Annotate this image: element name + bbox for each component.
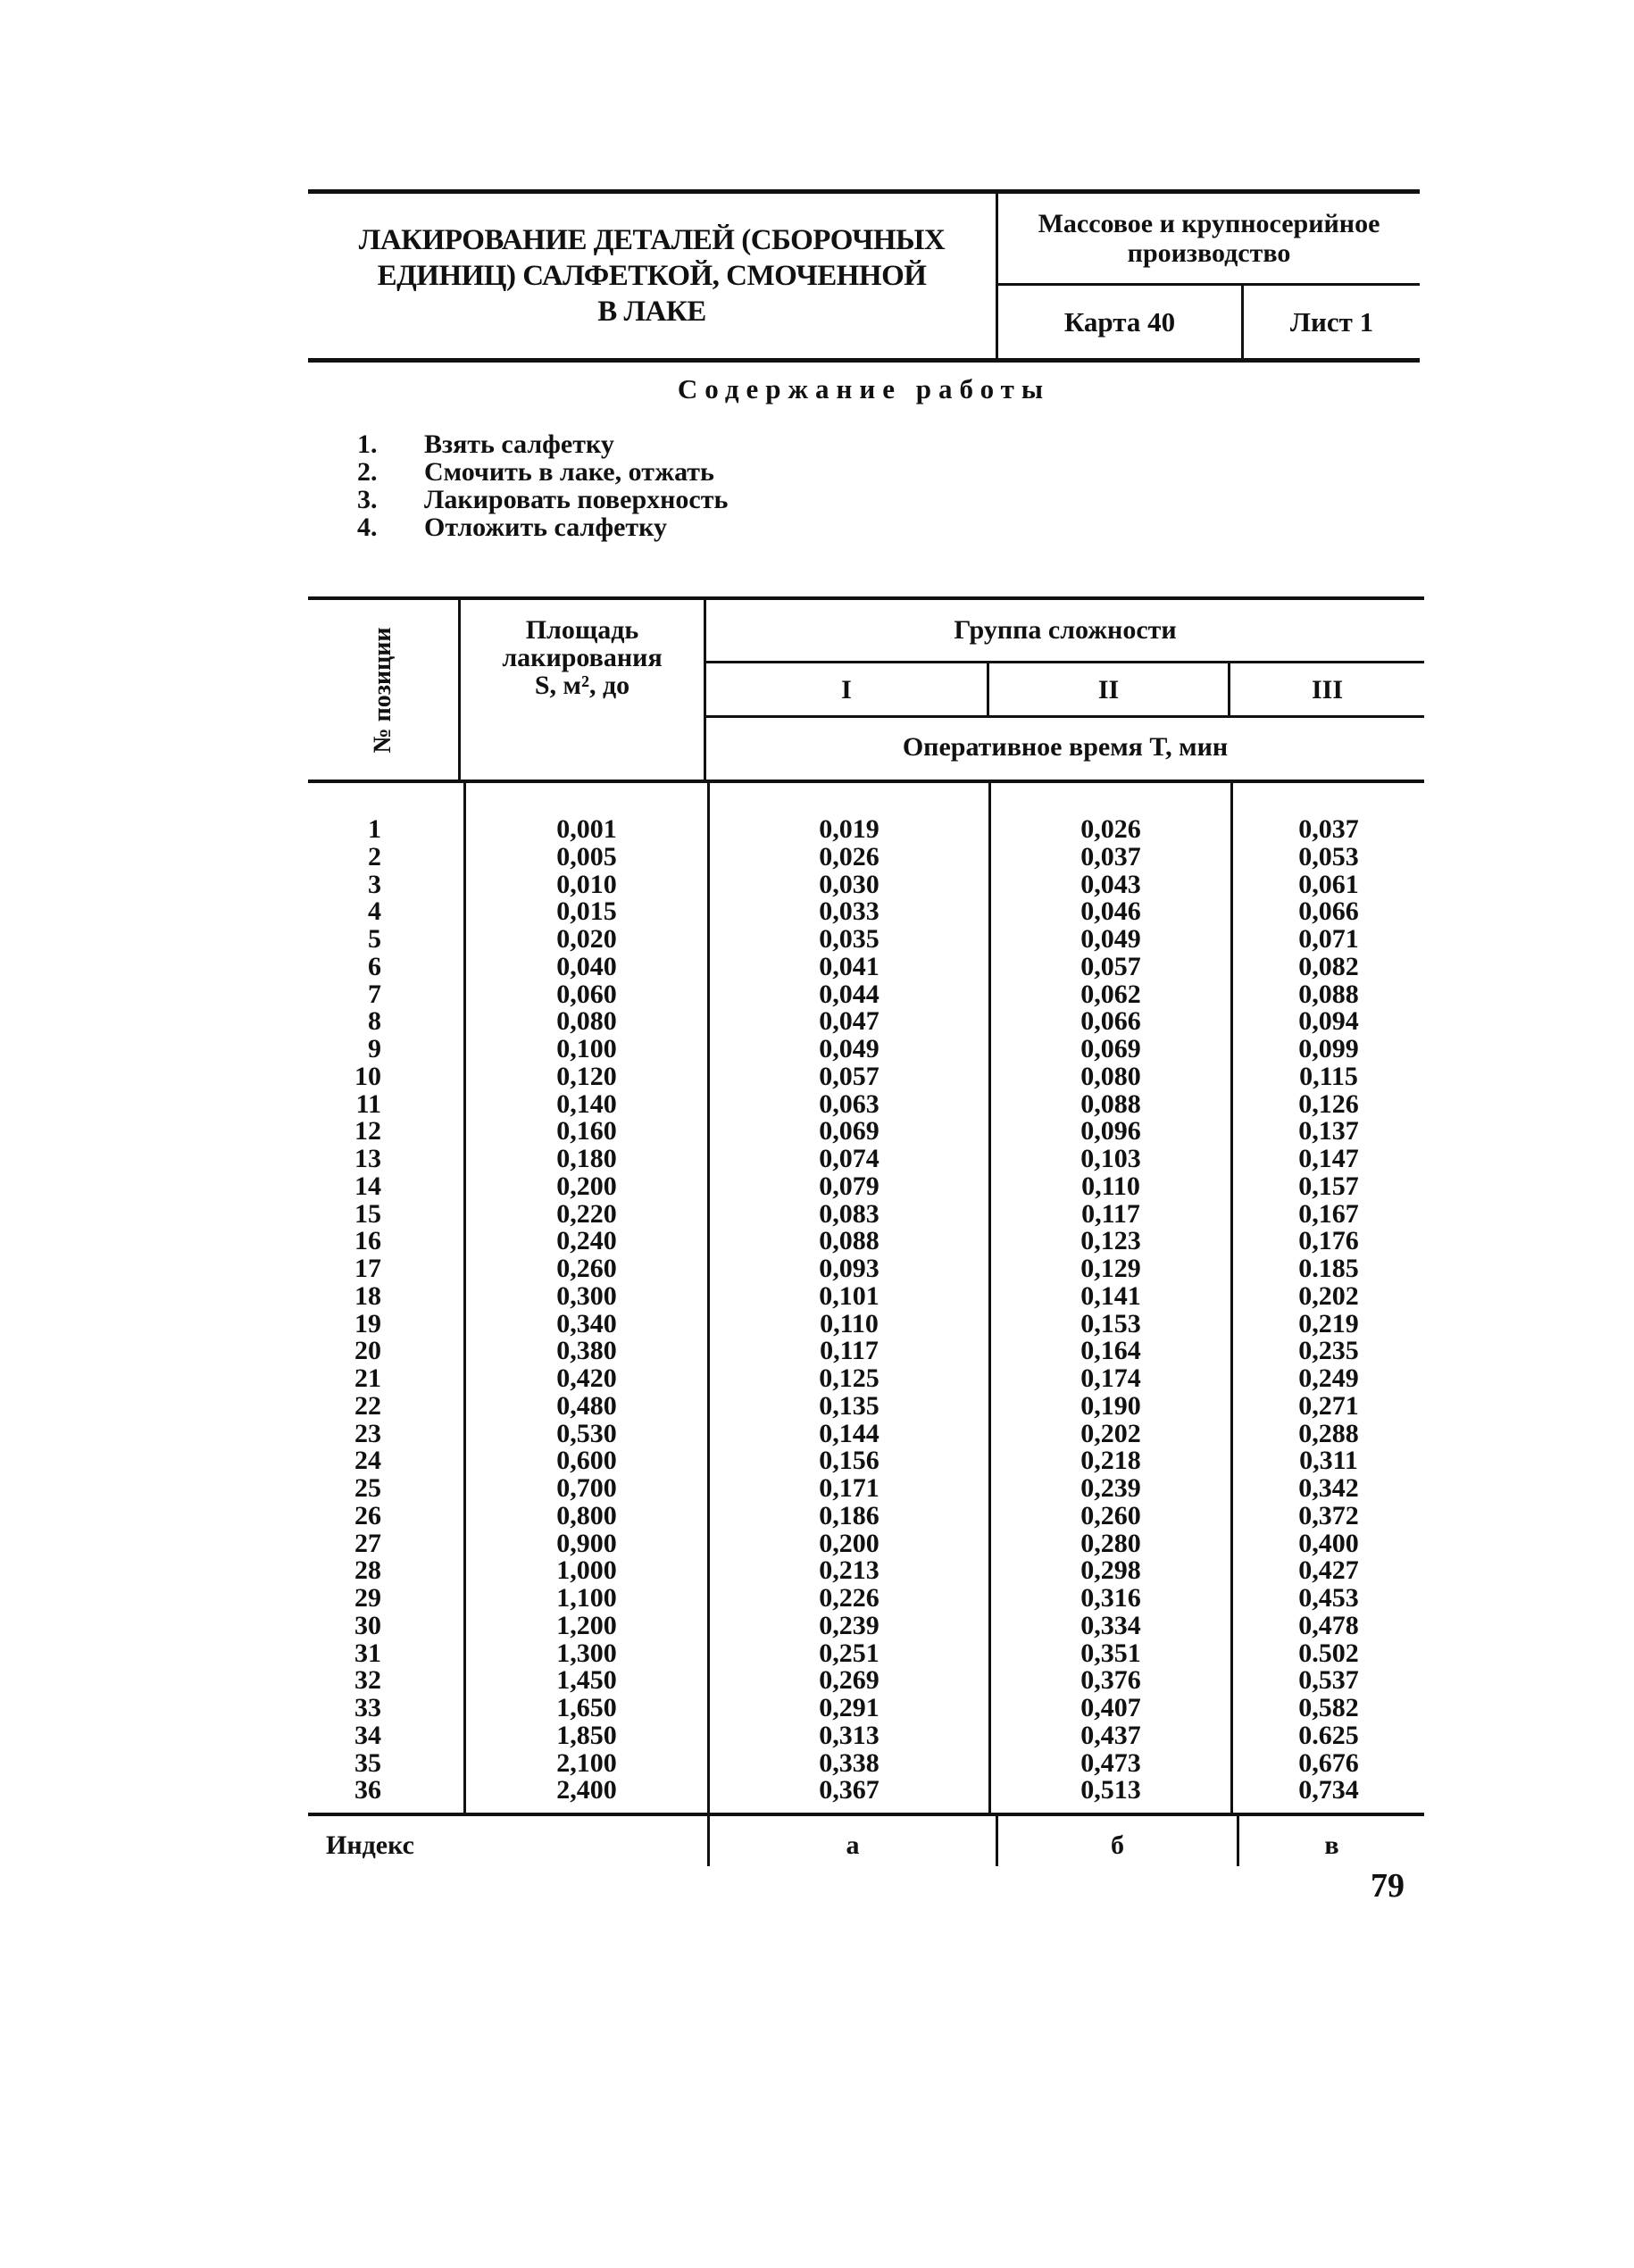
time-cell: 0,200 xyxy=(819,1528,880,1558)
time-cell: 0,219 xyxy=(1298,1308,1359,1338)
time-cell: 0,117 xyxy=(820,1336,879,1366)
area-cell: 0,530 xyxy=(556,1418,617,1448)
time-cell: 0,582 xyxy=(1298,1693,1359,1722)
area-cell: 1,200 xyxy=(556,1610,617,1640)
time-cell: 0,137 xyxy=(1298,1116,1359,1147)
time-cell: 0,186 xyxy=(819,1500,880,1530)
position-column xyxy=(308,816,381,1805)
time-cell: 0,062 xyxy=(1080,979,1141,1009)
time-cell: 0,044 xyxy=(819,979,880,1009)
time-cell: 0,074 xyxy=(819,1144,880,1173)
time-cell: 0,171 xyxy=(819,1473,880,1503)
position-cell: 15 xyxy=(354,1198,381,1229)
title-line: ЕДИНИЦ) САЛФЕТКОЙ, СМОЧЕННОЙ xyxy=(377,260,927,292)
area-cell: 2,100 xyxy=(556,1747,617,1778)
header-bottom-rule xyxy=(308,780,1424,783)
time-cell: 0,079 xyxy=(819,1171,880,1201)
time-cell: 0,478 xyxy=(1298,1610,1359,1640)
position-cell: 5 xyxy=(368,924,381,954)
time-cell: 0,202 xyxy=(1080,1418,1141,1448)
document-title xyxy=(308,194,996,358)
time-cell: 0,176 xyxy=(1298,1226,1359,1256)
area-cell: 0,800 xyxy=(556,1500,617,1530)
time-cell: 0,338 xyxy=(819,1747,880,1778)
position-cell: 11 xyxy=(355,1088,381,1119)
time-cell: 0,147 xyxy=(1298,1144,1359,1173)
group-i-header: I xyxy=(841,675,852,705)
time-cell: 0,057 xyxy=(1080,951,1141,981)
time-cell: 0,019 xyxy=(819,814,880,844)
step-text: Лакировать поверхность xyxy=(424,485,729,514)
area-cell: 0,340 xyxy=(556,1308,617,1338)
time-cell: 0,334 xyxy=(1080,1610,1141,1640)
time-cell: 0,239 xyxy=(819,1610,880,1640)
position-cell: 35 xyxy=(354,1747,381,1778)
area-cell: 1,650 xyxy=(556,1693,617,1722)
area-cell: 0,900 xyxy=(556,1528,617,1558)
time-cell: 0,063 xyxy=(819,1088,880,1119)
work-content-title: Содержание работы xyxy=(677,373,1051,404)
card-header xyxy=(308,189,1420,363)
position-cell: 2 xyxy=(368,841,381,871)
position-cell: 19 xyxy=(354,1308,381,1338)
time-header: Оперативное время T, мин xyxy=(902,732,1229,762)
time-cell: 0,271 xyxy=(1298,1390,1359,1421)
time-cell: 0,049 xyxy=(819,1034,880,1063)
area-cell: 0,600 xyxy=(556,1446,617,1476)
position-cell: 24 xyxy=(354,1446,381,1476)
group-header: Группа сложности xyxy=(954,615,1177,645)
step-number: 1. xyxy=(357,429,378,459)
position-cell: 23 xyxy=(354,1418,381,1448)
group-iii-header: III xyxy=(1311,675,1344,705)
title-line: В ЛАКЕ xyxy=(597,296,706,328)
position-cell: 28 xyxy=(354,1555,381,1586)
step-number: 4. xyxy=(357,513,378,542)
production-type xyxy=(998,194,1420,283)
position-cell: 16 xyxy=(354,1226,381,1256)
area-cell: 0,180 xyxy=(556,1144,617,1173)
position-cell: 13 xyxy=(354,1144,381,1173)
time-norm-table xyxy=(308,596,1424,1882)
area-cell: 0,480 xyxy=(556,1390,617,1421)
time-cell: 0,226 xyxy=(819,1583,880,1613)
time-cell: 0,066 xyxy=(1080,1006,1141,1037)
time-cell: 0,316 xyxy=(1080,1583,1141,1613)
time-cell: 0,513 xyxy=(1080,1775,1141,1805)
time-cell: 0,313 xyxy=(819,1720,880,1750)
time-cell: 0,260 xyxy=(1080,1500,1141,1530)
area-cell: 1,450 xyxy=(556,1665,617,1696)
position-cell: 1 xyxy=(368,814,381,844)
time-cell: 0,164 xyxy=(1080,1336,1141,1366)
time-cell: 0,117 xyxy=(1081,1198,1140,1229)
step-text: Смочить в лаке, отжать xyxy=(424,457,714,487)
step-text: Взять салфетку xyxy=(424,429,614,459)
time-cell: 0,174 xyxy=(1080,1363,1141,1393)
time-cell: 0,123 xyxy=(1080,1226,1141,1256)
time-cell: 0,453 xyxy=(1298,1583,1359,1613)
time-cell: 0,427 xyxy=(1298,1555,1359,1586)
time-cell: 0,088 xyxy=(1080,1088,1141,1119)
time-cell: 0,135 xyxy=(819,1390,880,1421)
position-cell: 8 xyxy=(368,1006,381,1037)
time-cell: 0,083 xyxy=(819,1198,880,1229)
area-cell: 0,700 xyxy=(556,1473,617,1503)
time-cell: 0,026 xyxy=(819,841,880,871)
time-cell: 0,082 xyxy=(1298,951,1359,981)
time-cell: 0,026 xyxy=(1080,814,1141,844)
position-cell: 34 xyxy=(354,1720,381,1750)
index-label: Индекс xyxy=(326,1830,414,1860)
time-cell: 0,144 xyxy=(819,1418,880,1448)
area-cell: 0,100 xyxy=(556,1034,617,1063)
time-cell: 0,049 xyxy=(1080,924,1141,954)
area-cell: 0,240 xyxy=(556,1226,617,1256)
time-cell: 0,033 xyxy=(819,896,880,927)
position-cell: 27 xyxy=(354,1528,381,1558)
position-cell: 29 xyxy=(354,1583,381,1613)
time-cell: 0,103 xyxy=(1080,1144,1141,1173)
area-cell: 0,010 xyxy=(556,869,617,899)
time-cell: 0,156 xyxy=(819,1446,880,1476)
time-cell: 0,080 xyxy=(1080,1061,1141,1091)
time-cell: 0,053 xyxy=(1298,841,1359,871)
area-cell: 0,220 xyxy=(556,1198,617,1229)
time-cell: 0,101 xyxy=(819,1280,880,1311)
time-cell: 0.502 xyxy=(1298,1638,1359,1668)
area-cell: 0,120 xyxy=(556,1061,617,1091)
position-cell: 36 xyxy=(354,1775,381,1805)
time-cell: 0,311 xyxy=(1299,1446,1358,1476)
position-cell: 22 xyxy=(354,1390,381,1421)
work-step xyxy=(357,486,728,513)
area-cell: 0,260 xyxy=(556,1254,617,1283)
time-cell: 0,157 xyxy=(1298,1171,1359,1201)
time-cell: 0,213 xyxy=(819,1555,880,1586)
area-cell: 0,080 xyxy=(556,1006,617,1037)
time-cell: 0,096 xyxy=(1080,1116,1141,1147)
area-cell: 0,380 xyxy=(556,1336,617,1366)
time-cell: 0,202 xyxy=(1298,1280,1359,1311)
position-cell: 10 xyxy=(354,1061,381,1091)
area-cell: 0,420 xyxy=(556,1363,617,1393)
time-cell: 0,046 xyxy=(1080,896,1141,927)
position-cell: 18 xyxy=(354,1280,381,1311)
time-cell: 0,061 xyxy=(1298,869,1359,899)
time-cell: 0,235 xyxy=(1298,1336,1359,1366)
time-cell: 0,153 xyxy=(1080,1308,1141,1338)
time-cell: 0.185 xyxy=(1298,1254,1359,1283)
time-cell: 0,030 xyxy=(819,869,880,899)
work-step xyxy=(357,458,728,486)
time-cell: 0,376 xyxy=(1080,1665,1141,1696)
area-header-line: Площадь xyxy=(525,615,639,645)
time-cell: 0,141 xyxy=(1080,1280,1141,1311)
group-ii-column xyxy=(991,816,1230,1805)
sheet-number: Лист 1 xyxy=(1289,305,1374,338)
production-line: производство xyxy=(1127,238,1291,268)
time-cell: 0,094 xyxy=(1298,1006,1359,1037)
time-cell: 0,110 xyxy=(1081,1171,1140,1201)
time-cell: 0,218 xyxy=(1080,1446,1141,1476)
card-number: Карта 40 xyxy=(1063,305,1176,338)
position-cell: 31 xyxy=(354,1638,381,1668)
time-cell: 0,734 xyxy=(1298,1775,1359,1805)
area-cell: 0,300 xyxy=(556,1280,617,1311)
time-cell: 0,167 xyxy=(1298,1198,1359,1229)
position-cell: 20 xyxy=(354,1336,381,1366)
position-cell: 9 xyxy=(368,1034,381,1063)
time-cell: 0,088 xyxy=(1298,979,1359,1009)
time-cell: 0,351 xyxy=(1080,1638,1141,1668)
position-cell: 7 xyxy=(368,979,381,1009)
group-ii-header: II xyxy=(1097,675,1120,705)
position-cell: 33 xyxy=(354,1693,381,1722)
time-cell: 0,251 xyxy=(819,1638,880,1668)
table-top-rule xyxy=(308,596,1424,600)
position-header-text: № позиции xyxy=(369,627,396,754)
time-cell: 0,066 xyxy=(1298,896,1359,927)
step-text: Отложить салфетку xyxy=(424,513,667,542)
area-cell: 1,850 xyxy=(556,1720,617,1750)
time-cell: 0,110 xyxy=(820,1308,879,1338)
position-cell: 4 xyxy=(368,896,381,927)
time-cell: 0,043 xyxy=(1080,869,1141,899)
time-cell: 0,069 xyxy=(819,1116,880,1147)
time-cell: 0,407 xyxy=(1080,1693,1141,1722)
area-cell: 0,005 xyxy=(556,841,617,871)
area-cell: 0,001 xyxy=(556,814,617,844)
time-cell: 0,280 xyxy=(1080,1528,1141,1558)
time-cell: 0,041 xyxy=(819,951,880,981)
area-cell: 0,020 xyxy=(556,924,617,954)
area-cell: 0,015 xyxy=(556,896,617,927)
area-column xyxy=(466,816,707,1805)
step-number: 2. xyxy=(357,457,378,487)
position-cell: 6 xyxy=(368,951,381,981)
area-cell: 0,200 xyxy=(556,1171,617,1201)
position-cell: 3 xyxy=(368,869,381,899)
index-value: б xyxy=(1111,1830,1124,1860)
time-cell: 0,473 xyxy=(1080,1747,1141,1778)
work-step xyxy=(357,430,728,458)
work-steps-list xyxy=(357,430,728,541)
time-cell: 0,367 xyxy=(819,1775,880,1805)
position-cell: 14 xyxy=(354,1171,381,1201)
time-cell: 0,069 xyxy=(1080,1034,1141,1063)
position-cell: 26 xyxy=(354,1500,381,1530)
data-bottom-rule xyxy=(308,1813,1424,1816)
group-i-column xyxy=(710,816,988,1805)
group-numbers-rule xyxy=(704,715,1424,718)
group-header-rule xyxy=(704,661,1424,663)
time-cell: 0,088 xyxy=(819,1226,880,1256)
time-cell: 0,291 xyxy=(819,1693,880,1722)
time-cell: 0,437 xyxy=(1080,1720,1141,1750)
index-value: а xyxy=(846,1830,860,1860)
time-cell: 0,400 xyxy=(1298,1528,1359,1558)
index-value: в xyxy=(1324,1830,1339,1860)
time-cell: 0,071 xyxy=(1298,924,1359,954)
time-cell: 0,037 xyxy=(1080,841,1141,871)
position-cell: 21 xyxy=(354,1363,381,1393)
time-cell: 0,126 xyxy=(1298,1088,1359,1119)
production-line: Массовое и крупносерийное xyxy=(1038,209,1380,238)
area-header xyxy=(461,616,704,699)
position-cell: 12 xyxy=(354,1116,381,1147)
time-cell: 0,115 xyxy=(1299,1061,1358,1091)
area-cell: 1,300 xyxy=(556,1638,617,1668)
time-cell: 0,125 xyxy=(819,1363,880,1393)
time-cell: 0,047 xyxy=(819,1006,880,1037)
area-header-line: лакирования xyxy=(502,643,663,672)
time-cell: 0,239 xyxy=(1080,1473,1141,1503)
position-cell: 17 xyxy=(354,1254,381,1283)
time-cell: 0,249 xyxy=(1298,1363,1359,1393)
area-cell: 2,400 xyxy=(556,1775,617,1805)
area-cell: 0,160 xyxy=(556,1116,617,1147)
area-cell: 0,040 xyxy=(556,951,617,981)
group-iii-column xyxy=(1233,816,1424,1805)
area-header-line: S, м², до xyxy=(534,671,630,700)
area-cell: 1,000 xyxy=(556,1555,617,1586)
time-cell: 0,035 xyxy=(819,924,880,954)
time-cell: 0,269 xyxy=(819,1665,880,1696)
area-cell: 0,060 xyxy=(556,979,617,1009)
time-cell: 0,190 xyxy=(1080,1390,1141,1421)
time-cell: 0,129 xyxy=(1080,1254,1141,1283)
time-cell: 0,093 xyxy=(819,1254,880,1283)
time-cell: 0,288 xyxy=(1298,1418,1359,1448)
time-cell: 0,537 xyxy=(1298,1665,1359,1696)
work-step xyxy=(357,513,728,541)
title-line: ЛАКИРОВАНИЕ ДЕТАЛЕЙ (СБОРОЧНЫХ xyxy=(358,224,946,256)
area-cell: 1,100 xyxy=(556,1583,617,1613)
position-cell: 32 xyxy=(354,1665,381,1696)
time-cell: 0,298 xyxy=(1080,1555,1141,1586)
time-cell: 0,057 xyxy=(819,1061,880,1091)
time-cell: 0,342 xyxy=(1298,1473,1359,1503)
time-cell: 0,676 xyxy=(1298,1747,1359,1778)
position-cell: 25 xyxy=(354,1473,381,1503)
position-cell: 30 xyxy=(354,1610,381,1640)
time-cell: 0,037 xyxy=(1298,814,1359,844)
time-cell: 0.625 xyxy=(1298,1720,1359,1750)
step-number: 3. xyxy=(357,485,378,514)
area-cell: 0,140 xyxy=(556,1088,617,1119)
position-header xyxy=(308,596,458,784)
time-cell: 0,372 xyxy=(1298,1500,1359,1530)
time-cell: 0,099 xyxy=(1298,1034,1359,1063)
page-number: 79 xyxy=(1371,1867,1405,1905)
